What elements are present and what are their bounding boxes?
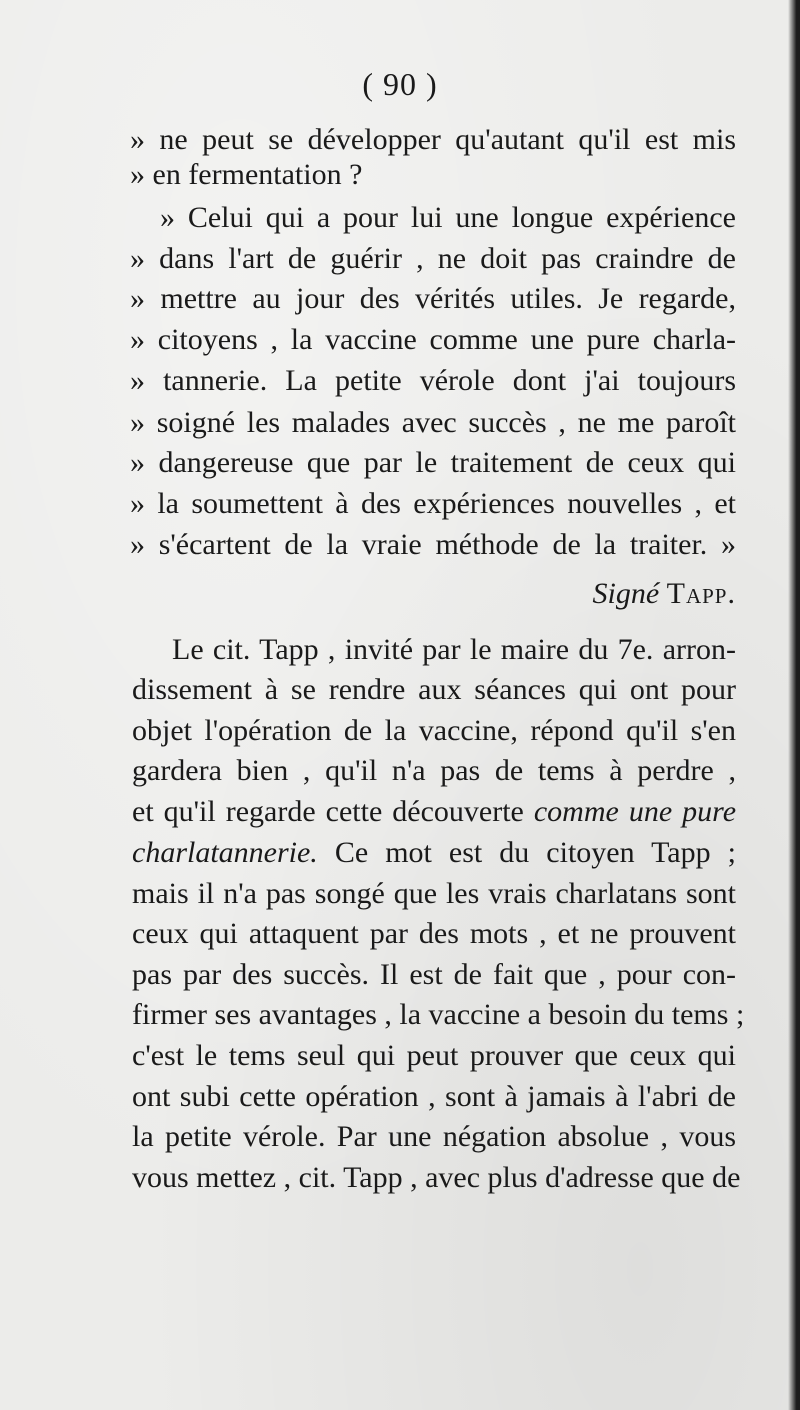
- body-line: Le cit. Tapp , invité par le maire du 7e. arron-: [172, 633, 736, 666]
- body-line-mixed: [132, 790, 736, 834]
- body-line: vous mettez , cit. Tapp , avec plus d'adresse que de: [132, 1161, 741, 1194]
- quote-line: » citoyens , la vaccine comme une pure charla-: [130, 323, 736, 356]
- body-line: la petite vérole. Par une négation absolue , vous: [132, 1120, 736, 1153]
- body-line-mixed: [132, 831, 736, 875]
- page-number: ( 90 ): [362, 66, 438, 102]
- quote-line: » tannerie. La petite vérole dont j'ai toujours: [130, 364, 736, 397]
- body-line: ont subi cette opération , sont à jamais à l'abri de: [132, 1080, 736, 1113]
- quote-line: » soigné les malades avec succès , ne me paroît: [130, 406, 736, 439]
- body-line: mais il n'a pas songé que les vrais charlatans sont: [132, 877, 736, 910]
- body-line: firmer ses avantages , la vaccine a besoin du tems ;: [132, 998, 745, 1031]
- body-line: objet l'opération de la vaccine, répond qu'il s'en: [132, 714, 736, 747]
- body-line: ceux qui attaquent par des mots , et ne prouvent: [132, 917, 736, 950]
- quote-line: » en fermentation ?: [130, 158, 363, 191]
- quote-line: » s'écartent de la vraie méthode de la traiter. »: [130, 528, 736, 561]
- quote-line: » ne peut se développer qu'autant qu'il est mis: [130, 123, 736, 156]
- signature-signed-label: Signé: [592, 577, 660, 610]
- page-edge-shadow: [788, 0, 800, 1410]
- signature-line: [500, 572, 736, 616]
- body-line: dissement à se rendre aux séances qui ont pour: [132, 673, 736, 706]
- body-text: et qu'il regarde cette découverte: [132, 795, 524, 828]
- body-italic-text: charlatannerie.: [132, 836, 318, 869]
- quote-line: » mettre au jour des vérités utiles. Je regarde,: [130, 282, 736, 315]
- quote-line: » dans l'art de guérir , ne doit pas craindre de: [130, 242, 736, 275]
- quote-line: » dangereuse que par le traitement de ceux qui: [130, 446, 736, 479]
- body-line: c'est le tems seul qui peut prouver que ceux qui: [132, 1039, 736, 1072]
- body-italic-text: comme une pure: [533, 795, 737, 828]
- signature-name: Tapp.: [666, 577, 736, 610]
- quote-line: » la soumettent à des expériences nouvelles , et: [130, 487, 736, 520]
- body-line: gardera bien , qu'il n'a pas de tems à perdre ,: [132, 754, 736, 787]
- quote-line: » Celui qui a pour lui une longue expérience: [160, 201, 736, 234]
- body-line: pas par des succès. Il est de fait que , pour con-: [132, 958, 736, 991]
- body-text: Ce mot est du citoyen Tapp ;: [334, 836, 736, 869]
